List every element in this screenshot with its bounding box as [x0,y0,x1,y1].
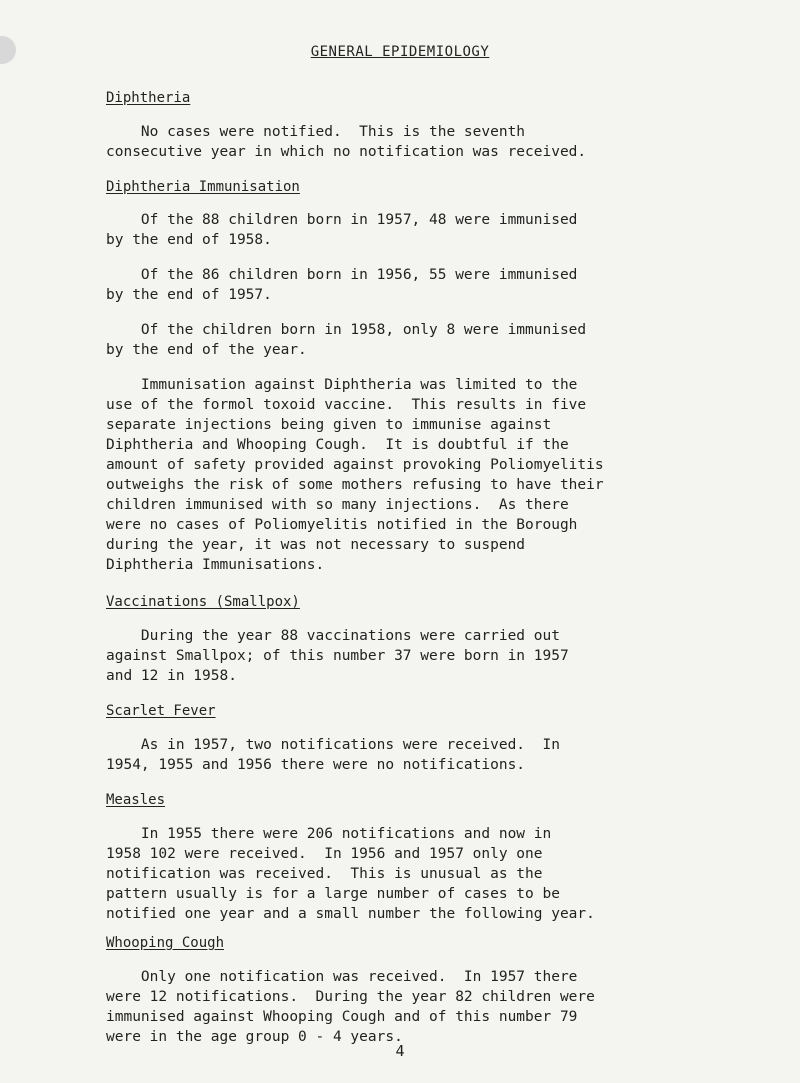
paragraph-immunisation-1958: Of the children born in 1958, only 8 were immunised by the end of the year. [106,322,587,358]
paragraph-diphtheria: No cases were notified. This is the seventh consecutive year in which no notification was received. [106,124,587,160]
heading-diphtheria: Diphtheria [106,90,191,106]
paragraph-immunisation-1957: Of the 88 children born in 1957, 48 were immunised by the end of 1958. [106,212,578,248]
heading-diphtheria-immunisation: Diphtheria Immunisation [106,179,300,195]
heading-measles: Measles [106,792,166,808]
paragraph-scarlet-fever: As in 1957, two notifications were received. In 1954, 1955 and 1956 there were no notifications. [106,737,560,773]
heading-vaccinations-smallpox: Vaccinations (Smallpox) [106,594,300,610]
paragraph-measles: In 1955 there were 206 notifications and now in 1958 102 were received. In 1956 and 1957 only one notification was received. This is unusual as the pattern usually is for a large number of cases to be notified one year and a small number the following year. [106,826,595,922]
paragraph-immunisation-notes: Immunisation against Diphtheria was limited to the use of the formol toxoid vaccine. This results in five separate injections being given to immunise against Diphtheria and Whooping Cough. It is doubtful if the amount of safety provided against provoking Poliomyelitis outweighs the risk of some mothers refusing to have their children immunised with so many injections. As there were no cases of Poliomyelitis notified in the Borough during the year, it was not necessary to suspend Diphtheria Immunisations. [106,377,604,573]
paragraph-vaccinations: During the year 88 vaccinations were carried out against Smallpox; of this number 37 were born in 1957 and 12 in 1958. [106,628,569,684]
heading-scarlet-fever: Scarlet Fever [106,703,216,719]
paragraph-whooping-cough: Only one notification was received. In 1957 there were 12 notifications. During the year 82 children were immunised against Whooping Cough and of this number 79 were in the age group 0 - 4 years. [106,969,595,1045]
page-title: GENERAL EPIDEMIOLOGY [310,44,490,60]
paragraph-immunisation-1956: Of the 86 children born in 1956, 55 were immunised by the end of 1957. [106,267,578,303]
heading-whooping-cough: Whooping Cough [106,935,225,951]
page-number: 4 [395,1042,405,1060]
